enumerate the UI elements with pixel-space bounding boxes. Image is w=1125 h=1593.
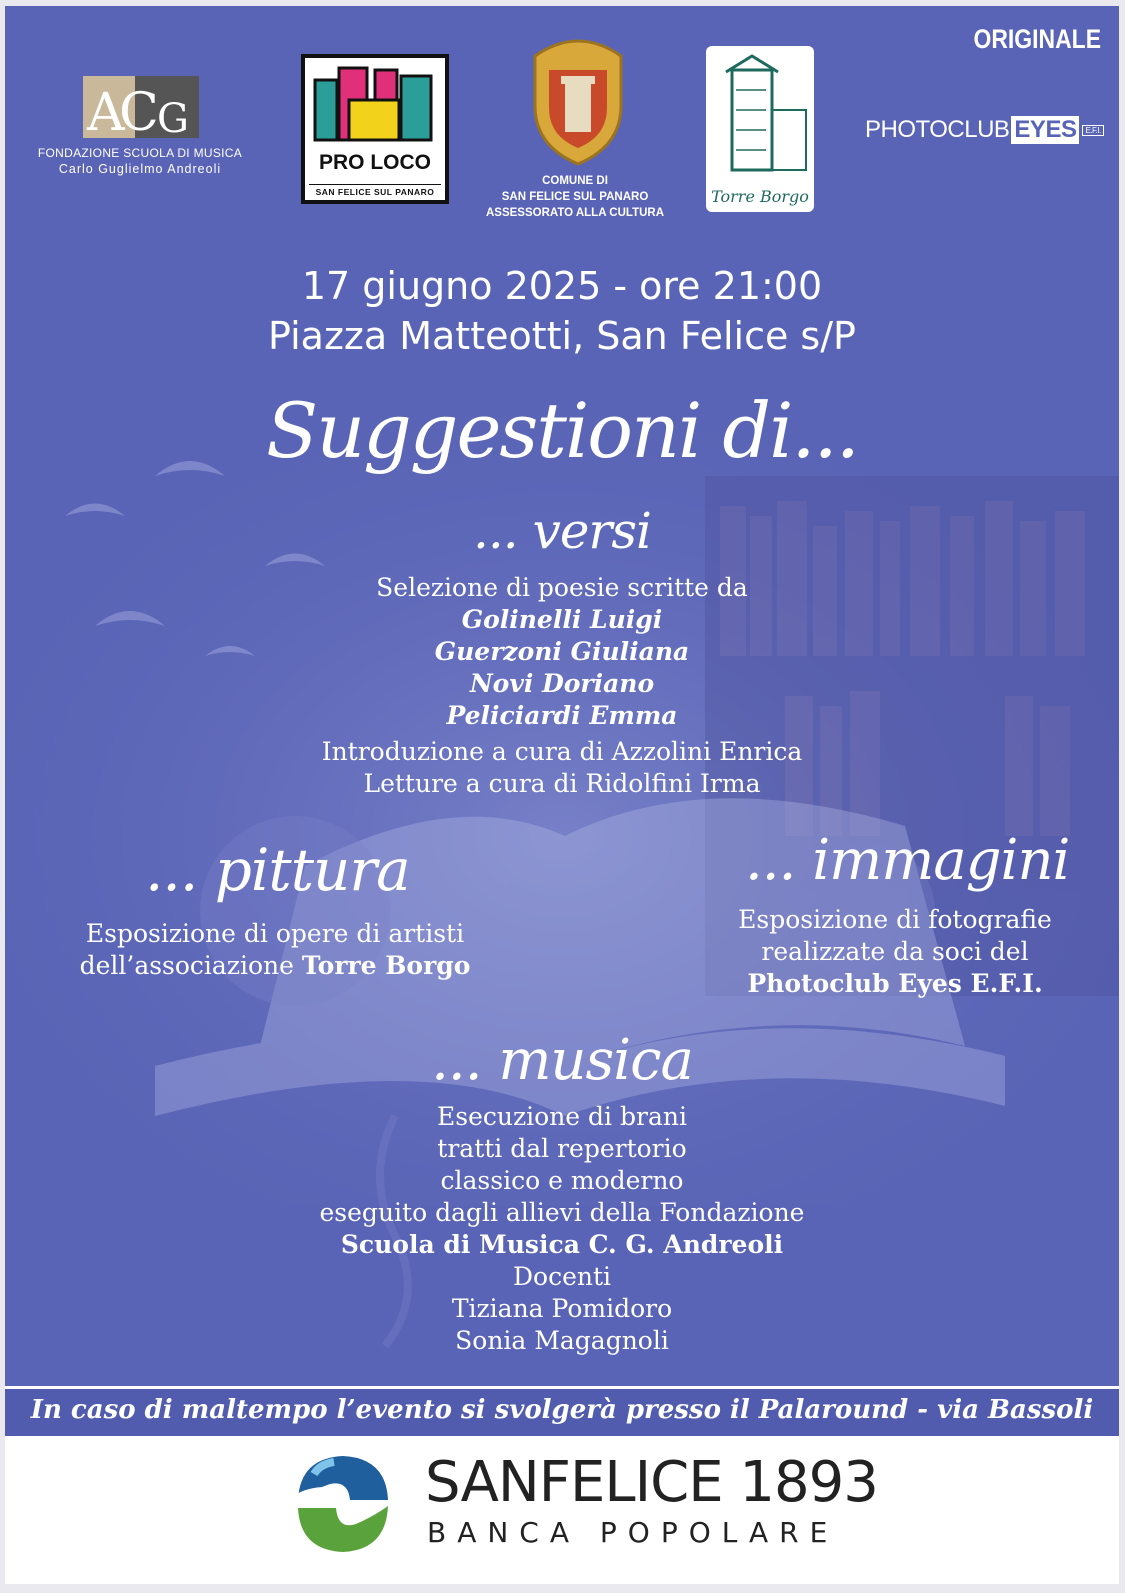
immagini-section: [705, 904, 1085, 1000]
photoclub-brand: EYES: [1011, 116, 1079, 144]
svg-text:A: A: [87, 83, 125, 138]
pittura-line2-prefix: dell’associazione: [79, 951, 302, 980]
pro-loco-logo: [301, 54, 449, 204]
sponsor-footer: [5, 1436, 1119, 1584]
torre-borgo-name: Torre Borgo: [711, 187, 809, 206]
musica-teacher: Tiziana Pomidoro: [451, 1294, 673, 1323]
svg-text:G: G: [157, 96, 189, 138]
comune-line2: SAN FELICE SUL PANARO: [501, 191, 649, 203]
pittura-section: [45, 918, 505, 982]
photoclub-suffix: E.F.I.: [1082, 125, 1103, 136]
acg-caption-line2: Carlo Guglielmo Andreoli: [58, 162, 222, 176]
comune-crest-icon: [525, 36, 631, 166]
musica-line: classico e moderno: [440, 1166, 684, 1195]
event-place: Piazza Matteotti, San Felice s/P: [268, 314, 856, 358]
musica-heading: ... musica: [431, 1028, 693, 1093]
original-badge: ORIGINALE: [973, 24, 1101, 54]
bank-name: SANFELICE 1893: [425, 1450, 878, 1515]
event-title: Suggestioni di...: [266, 386, 858, 475]
versi-readings: Letture a cura di Ridolfini Irma: [363, 769, 761, 798]
immagini-line3: Photoclub Eyes E.F.I.: [747, 969, 1043, 998]
versi-section: [5, 572, 1119, 800]
pittura-heading: ... pittura: [145, 836, 410, 904]
pittura-line1: Esposizione di opere di artisti: [85, 919, 465, 948]
bank-subtitle: BANCA POPOLARE: [427, 1516, 839, 1549]
musica-teachers-label: Docenti: [512, 1262, 612, 1291]
acg-logo: [83, 76, 199, 138]
comune-line1: COMUNE DI: [542, 175, 608, 187]
immagini-line2: realizzate da soci del: [761, 937, 1029, 966]
immagini-line1: Esposizione di fotografie: [738, 905, 1052, 934]
weather-notice: In caso di maltempo l’evento si svolgerà presso il Palaround - via Bassoli: [30, 1395, 1094, 1425]
versi-introduction: Introduzione a cura di Azzolini Enrica: [321, 737, 803, 766]
immagini-heading: ... immagini: [745, 828, 1070, 893]
versi-heading: ... versi: [473, 502, 651, 560]
musica-school: Scuola di Musica C. G. Andreoli: [340, 1230, 784, 1259]
event-date: 17 giugno 2025 - ore 21:00: [301, 264, 823, 308]
musica-teacher: Sonia Magagnoli: [455, 1326, 669, 1355]
musica-section: [5, 1101, 1119, 1357]
musica-line: tratti dal repertorio: [437, 1134, 687, 1163]
poet-name: Golinelli Luigi: [461, 605, 663, 634]
musica-line: Esecuzione di brani: [437, 1102, 687, 1131]
acg-caption-line1: FONDAZIONE SCUOLA DI MUSICA: [37, 146, 243, 160]
pittura-line2: [45, 950, 505, 982]
musica-line: eseguito dagli allievi della Fondazione: [319, 1198, 805, 1227]
bank-logo-icon: [290, 1450, 396, 1556]
versi-intro: Selezione di poesie scritte da: [376, 573, 748, 602]
poet-name: Novi Doriano: [469, 669, 655, 698]
poet-name: Guerzoni Giuliana: [434, 637, 690, 666]
event-poster: [5, 6, 1119, 1584]
photoclub-eyes-logo: [865, 116, 1104, 144]
comune-line3: ASSESSORATO ALLA CULTURA: [485, 207, 665, 219]
pro-loco-title: PRO LOCO: [318, 151, 431, 174]
weather-notice-band: [5, 1386, 1119, 1439]
tower-icon: [706, 50, 814, 180]
photoclub-prefix: PHOTOCLUB: [865, 116, 1010, 143]
pittura-association: Torre Borgo: [301, 951, 471, 980]
svg-text:C: C: [119, 83, 159, 138]
poet-name: Peliciardi Emma: [446, 701, 678, 730]
pro-loco-subtitle: SAN FELICE SUL PANARO: [309, 184, 441, 197]
torre-borgo-logo: [706, 46, 814, 212]
